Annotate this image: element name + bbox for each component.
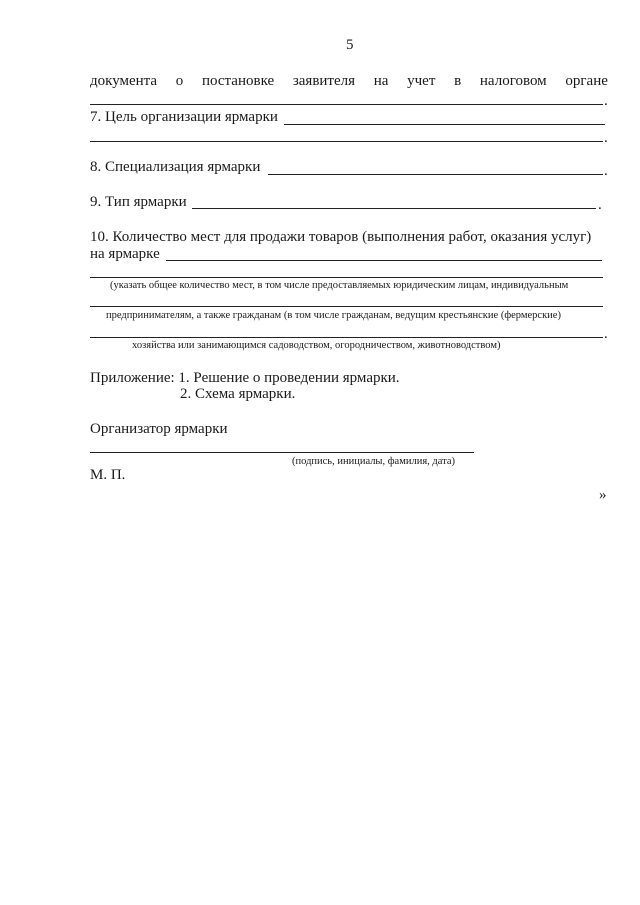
signature-hint: (подпись, инициалы, фамилия, дата): [292, 456, 456, 467]
document-fill-line[interactable]: [90, 104, 603, 105]
item9-field[interactable]: [192, 208, 596, 209]
item10-field-3[interactable]: [90, 306, 603, 307]
item10-note3: хозяйства или занимающимся садоводством, огородничеством, животноводством): [132, 340, 501, 351]
item10-line2: на ярмарке: [90, 246, 160, 262]
attachment-item2: 2. Схема ярмарки.: [180, 386, 296, 402]
signature-field[interactable]: [90, 452, 474, 453]
item10-note2: предпринимателям, а также гражданам (в том числе гражданам, ведущим крестьянские (фермерские): [106, 310, 561, 321]
item7-label: 7. Цель организации ярмарки: [90, 109, 278, 125]
item8-field[interactable]: [268, 174, 603, 175]
organizer-label: Организатор ярмарки: [90, 421, 228, 437]
item10-line1: 10. Количество мест для продажи товаров (выполнения работ, оказания услуг): [90, 229, 592, 245]
attachment-label: Приложение: 1. Решение о проведении ярмарки.: [90, 370, 400, 386]
seal-mark: М. П.: [90, 467, 126, 483]
item7-field-cont[interactable]: [90, 141, 603, 142]
page-number: 5: [346, 37, 354, 53]
item9-label: 9. Тип ярмарки: [90, 194, 187, 210]
item8-label: 8. Специализация ярмарки: [90, 159, 261, 175]
item7-field[interactable]: [284, 124, 605, 125]
item10-field-4[interactable]: [90, 337, 603, 338]
closing-quote: »: [599, 487, 607, 503]
item10-field-2[interactable]: [90, 277, 603, 278]
item10-field[interactable]: [166, 260, 602, 261]
item10-note1: (указать общее количество мест, в том числе предоставляемых юридическим лицам, индивидуальным: [110, 280, 569, 291]
document-line: документа о постановке заявителя на учет в налоговом органе: [90, 73, 608, 89]
